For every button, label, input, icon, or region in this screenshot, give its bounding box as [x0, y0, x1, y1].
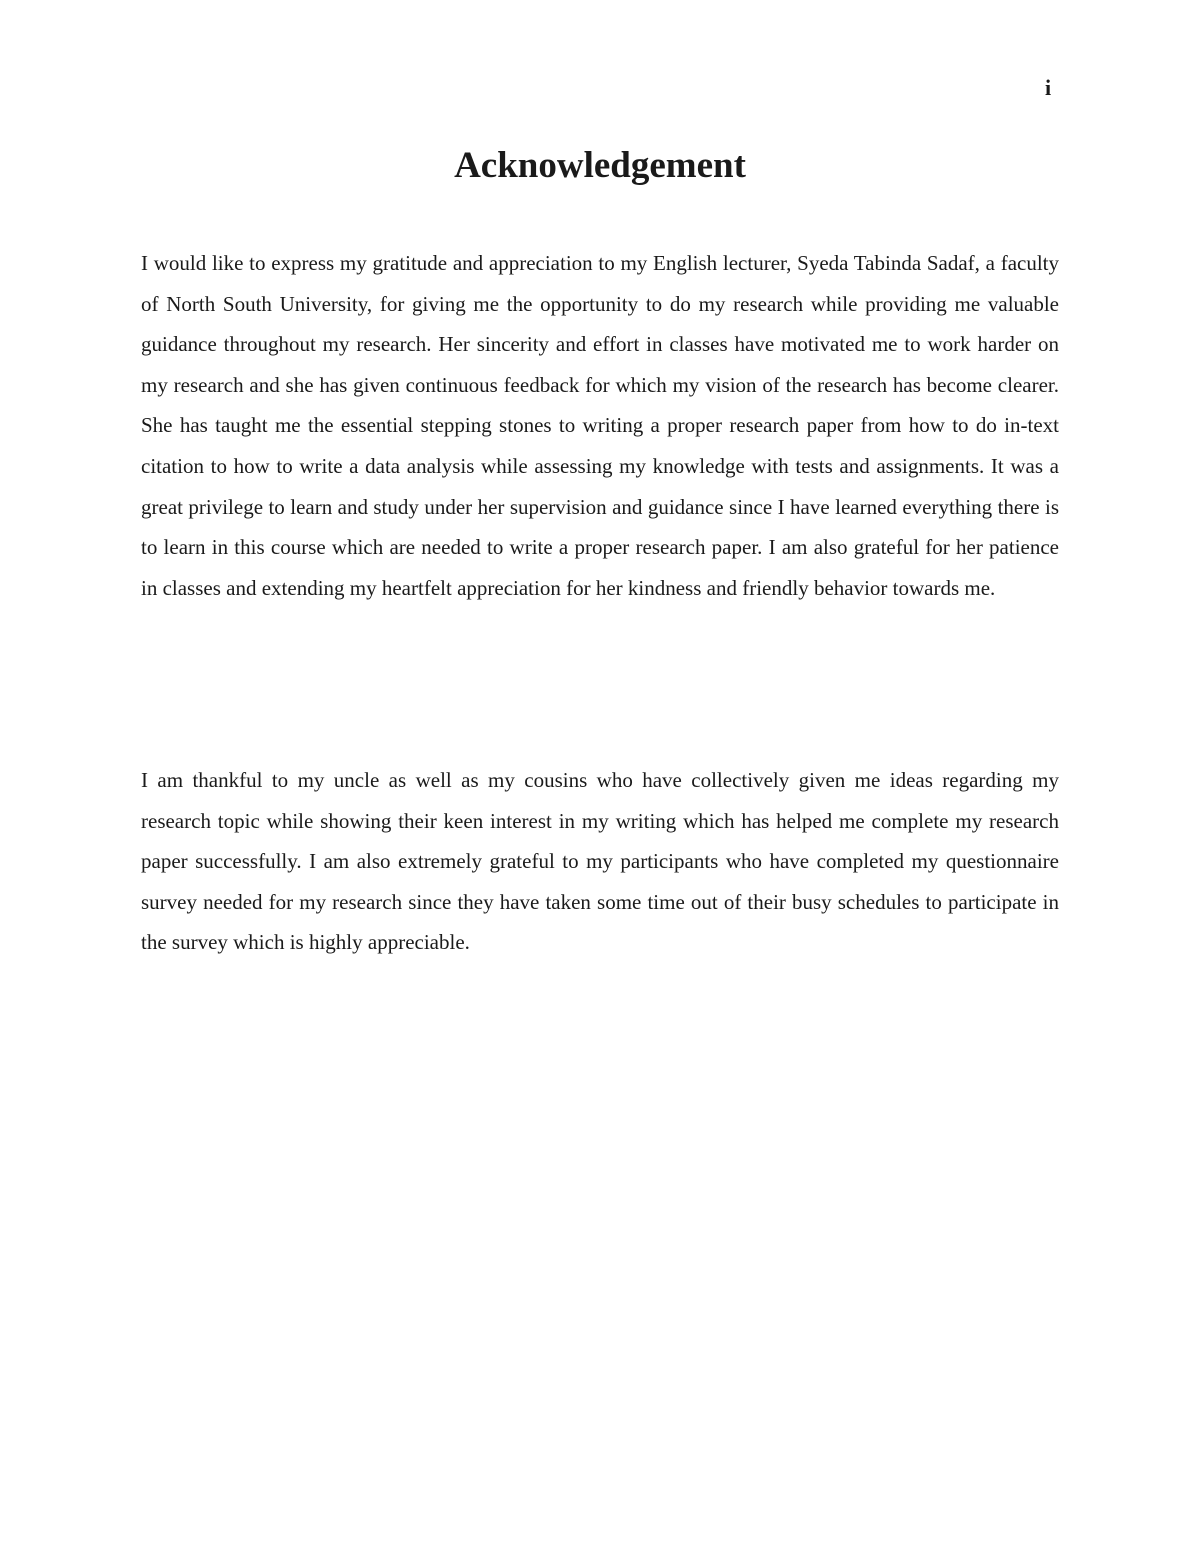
body-paragraph: I would like to express my gratitude and appreciation to my English lecturer, Syeda Tabinda Sadaf, a faculty of North South University, for giving me the opportunity to do my research while providing me valuable guidance throughout my research. Her sincerity and effort in classes have motivated me to work harder on my research and she has given continuous feedback for which my vision of the research has become clearer. She has taught me the essential stepping stones to writing a proper research paper from how to do in-text citation to how to write a data analysis while assessing my knowledge with tests and assignments. It was a great privilege to learn and study under her supervision and guidance since I have learned everything there is to learn in this course which are needed to write a proper research paper. I am also grateful for her patience in classes and extending my heartfelt appreciation for her kindness and friendly behavior towards me.: [141, 251, 1059, 600]
page-number: i: [1045, 75, 1052, 100]
page-title: Acknowledgement: [454, 145, 746, 186]
body-paragraph: I am thankful to my uncle as well as my cousins who have collectively given me ideas regarding my research topic while showing their keen interest in my writing which has helped me complete my research paper successfully. I am also extremely grateful to my participants who have completed my questionnaire survey needed for my research since they have taken some time out of their busy schedules to participate in the survey which is highly appreciable.: [141, 768, 1059, 955]
